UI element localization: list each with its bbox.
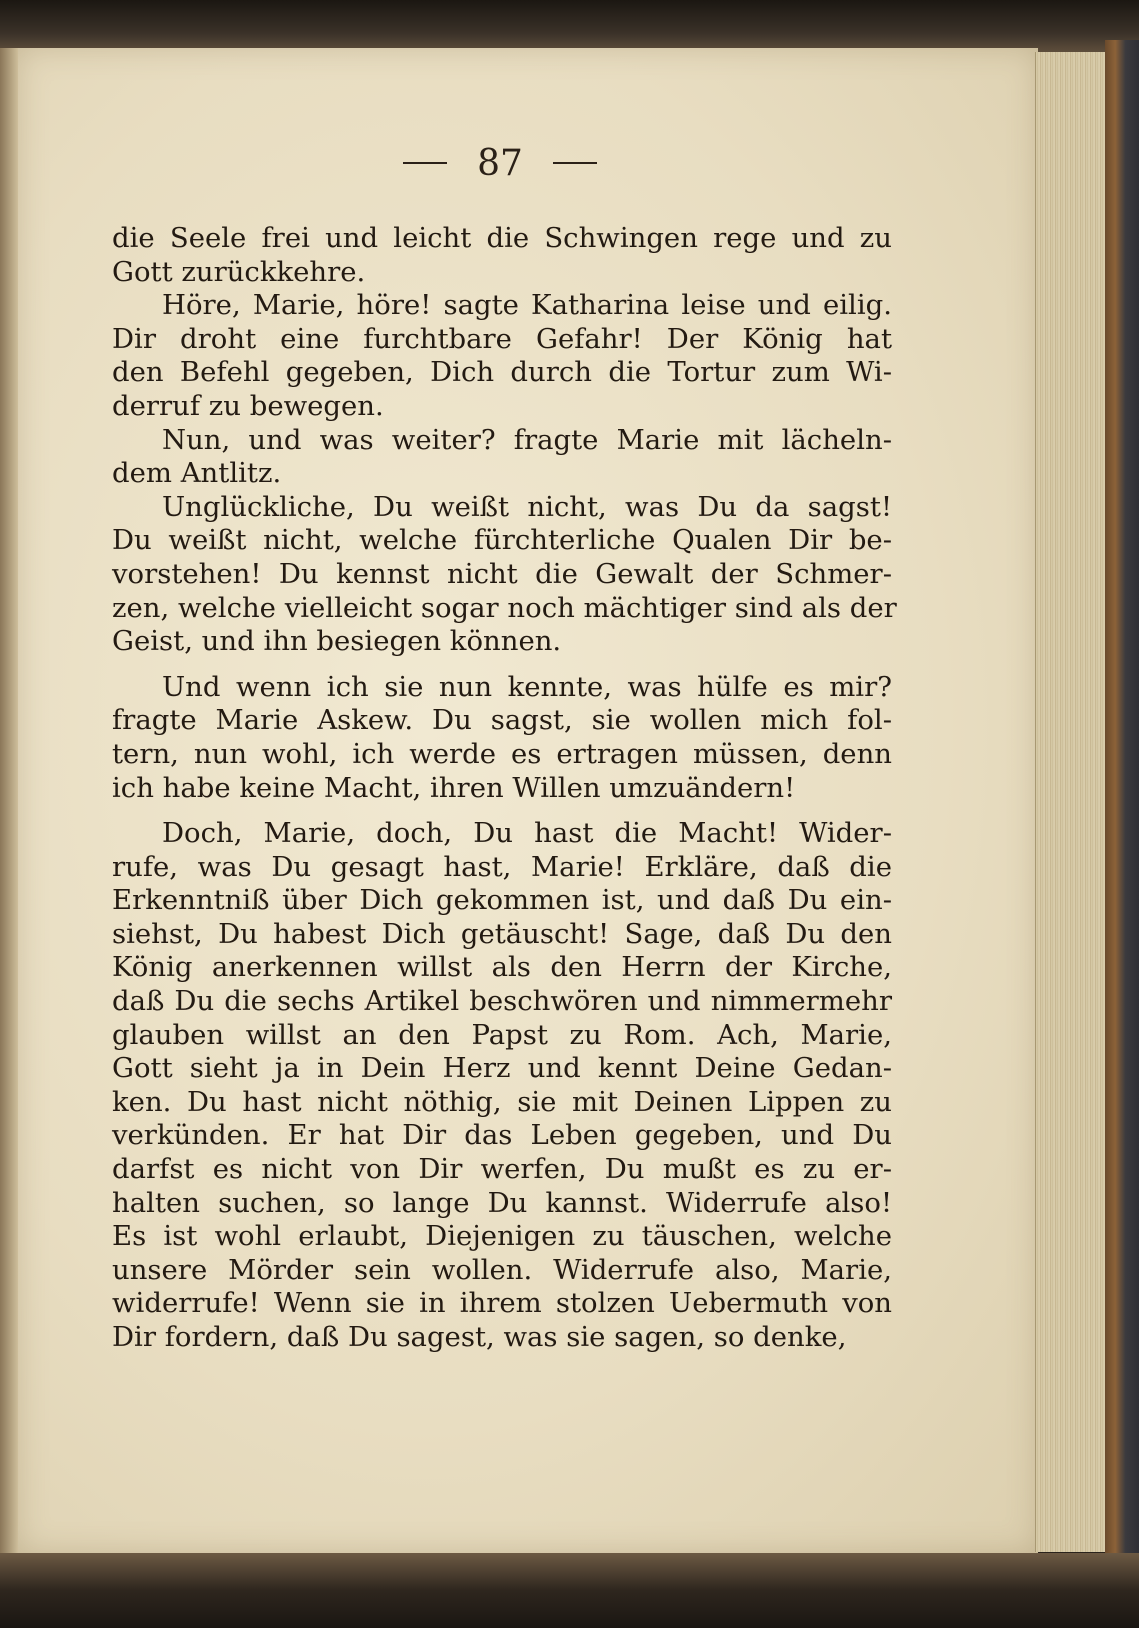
paragraph [112, 671, 892, 805]
text-line: Höre, Marie, höre! sagte Katharina leise und eilig. [162, 289, 892, 322]
text-line: Und wenn ich sie nun kennte, was hülfe es mir? [162, 670, 892, 703]
text-line: Dir droht eine furchtbare Gefahr! Der König hat [112, 322, 892, 355]
text-line: fragte Marie Askew. Du sagst, sie wollen mich fol- [112, 704, 892, 737]
text-line: Gott zurückkehre. [112, 255, 366, 288]
text-line: verkünden. Er hat Dir das Leben gegeben, und Du [112, 1119, 892, 1152]
text-line: siehst, Du habest Dich getäuscht! Sage, daß Du den [112, 917, 892, 950]
paragraph-gap [112, 659, 892, 671]
text-line: rufe, was Du gesagt hast, Marie! Erkläre, daß die [112, 850, 892, 883]
text-line: derruf zu bewegen. [112, 389, 384, 422]
text-line: Geist, und ihn besiegen können. [112, 625, 562, 658]
text-line: glauben willst an den Papst zu Rom. Ach, Marie, [112, 1018, 892, 1051]
text-line: dem Antlitz. [112, 457, 282, 490]
text-line: Doch, Marie, doch, Du hast die Macht! Wider- [162, 817, 892, 850]
dash-left [403, 162, 447, 164]
running-head [380, 140, 620, 186]
text-line: tern, nun wohl, ich werde es ertragen müssen, denn [112, 737, 892, 770]
book-bottom-edge [0, 1553, 1139, 1628]
text-line: Es ist wohl erlaubt, Diejenigen zu täuschen, welche [112, 1220, 892, 1253]
text-line: Unglückliche, Du weißt nicht, was Du da sagst! [162, 490, 892, 523]
text-line: vorstehen! Du kennst nicht die Gewalt der Schmer- [112, 557, 892, 590]
page-edges [1035, 52, 1106, 1552]
text-line: ich habe keine Macht, ihren Willen umzuändern! [112, 771, 796, 804]
text-line: die Seele frei und leicht die Schwingen rege und zu [112, 222, 892, 254]
text-line: den Befehl gegeben, Dich durch die Tortur zum Wi- [112, 356, 892, 389]
text-line: daß Du die sechs Artikel beschwören und nimmermehr [112, 985, 892, 1018]
dash-right [553, 162, 597, 164]
paragraph [112, 289, 892, 423]
paragraph [112, 817, 892, 1355]
text-line: darfst es nicht von Dir werfen, Du mußt es zu er- [112, 1153, 892, 1186]
text-line: Gott sieht ja in Dein Herz und kennt Deine Gedan- [112, 1052, 892, 1085]
text-line: Dir fordern, daß Du sagest, was sie sagen, so denke, [112, 1321, 847, 1353]
book-cover-edge [1105, 40, 1139, 1628]
paragraph-gap [112, 805, 892, 817]
text-line: halten suchen, so lange Du kannst. Widerrufe also! [112, 1186, 892, 1219]
paragraph [112, 222, 892, 289]
body-text [112, 222, 897, 1355]
paragraph [112, 490, 897, 659]
text-line: widerrufe! Wenn sie in ihrem stolzen Uebermuth von [112, 1287, 892, 1320]
paragraph [112, 424, 892, 491]
text-line: Nun, und was weiter? fragte Marie mit lächeln- [162, 423, 892, 456]
text-line: zen, welche vielleicht sogar noch mächtiger sind als der [112, 591, 897, 624]
text-line: Du weißt nicht, welche fürchterliche Qualen Dir be- [112, 524, 892, 557]
text-line: unsere Mörder sein wollen. Widerrufe also, Marie, [112, 1253, 892, 1286]
text-line: König anerkennen willst als den Herrn der Kirche, [112, 951, 892, 984]
text-line: ken. Du hast nicht nöthig, sie mit Deinen Lippen zu [112, 1085, 892, 1118]
text-line: Erkenntniß über Dich gekommen ist, und daß Du ein- [112, 884, 892, 917]
page-number: 87 [477, 142, 523, 184]
